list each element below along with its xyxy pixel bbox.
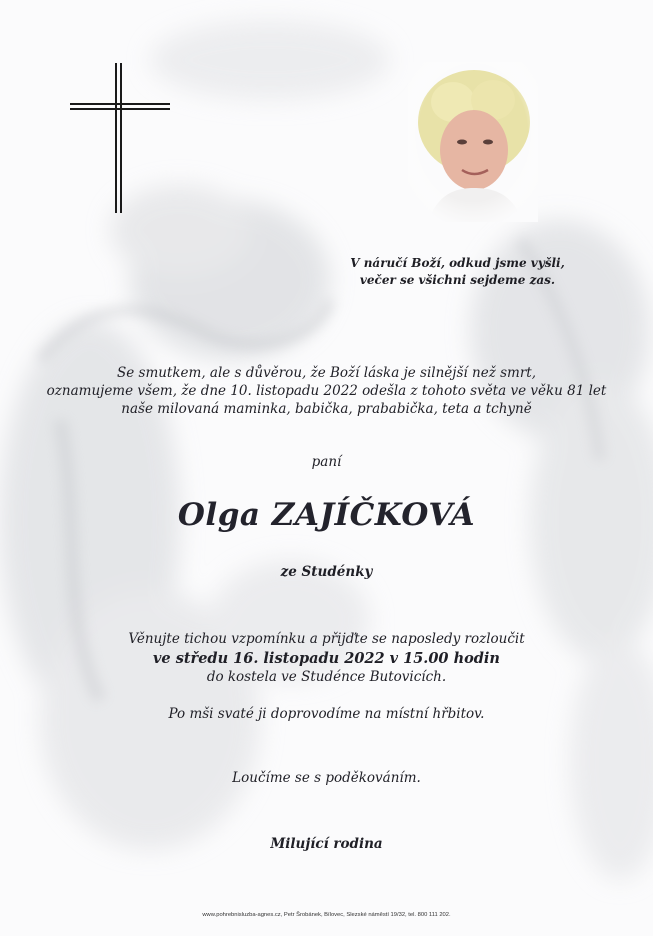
deceased-origin: ze Studénky (280, 564, 373, 580)
cross-icon (70, 63, 170, 213)
funeral-invitation (0, 630, 653, 687)
verse-line-2: večer se všichni sejdeme zas. (359, 273, 556, 287)
deceased-portrait-photo (408, 62, 538, 222)
announcement-line-3: naše milovaná maminka, babička, prababička, teta a tchyně (121, 401, 532, 417)
funeral-service-footer: www.pohrebnisluzba-agnes.cz, Petr Šrobánek, Bílovec, Slezské náměstí 19/32, tel. 800 111 202. (202, 912, 451, 918)
family-signature: Milující rodina (270, 836, 383, 852)
verse-line-1: V náručí Boží, odkud jsme vyšli, (350, 256, 565, 270)
farewell-thanks: Loučíme se s poděkováním. (232, 770, 421, 786)
funeral-location: do kostela ve Studénce Butovicích. (206, 669, 447, 685)
burial-note: Po mši svaté ji doprovodíme na místní hřbitov. (168, 706, 485, 722)
deceased-name: Olga ZAJÍČKOVÁ (177, 497, 476, 533)
announcement-line-2: oznamujeme všem, že dne 10. listopadu 2022 odešla z tohoto světa ve věku 81 let (46, 383, 607, 399)
salutation: paní (311, 454, 342, 470)
announcement-line-1: Se smutkem, ale s důvěrou, že Boží láska je silnější než smrt, (116, 365, 536, 381)
invitation-line-1: Věnujte tichou vzpomínku a přijďte se naposledy rozloučit (128, 631, 525, 647)
memorial-verse (350, 255, 565, 289)
announcement-text (0, 364, 653, 418)
funeral-date-time: ve středu 16. listopadu 2022 v 15.00 hodin (153, 650, 500, 667)
